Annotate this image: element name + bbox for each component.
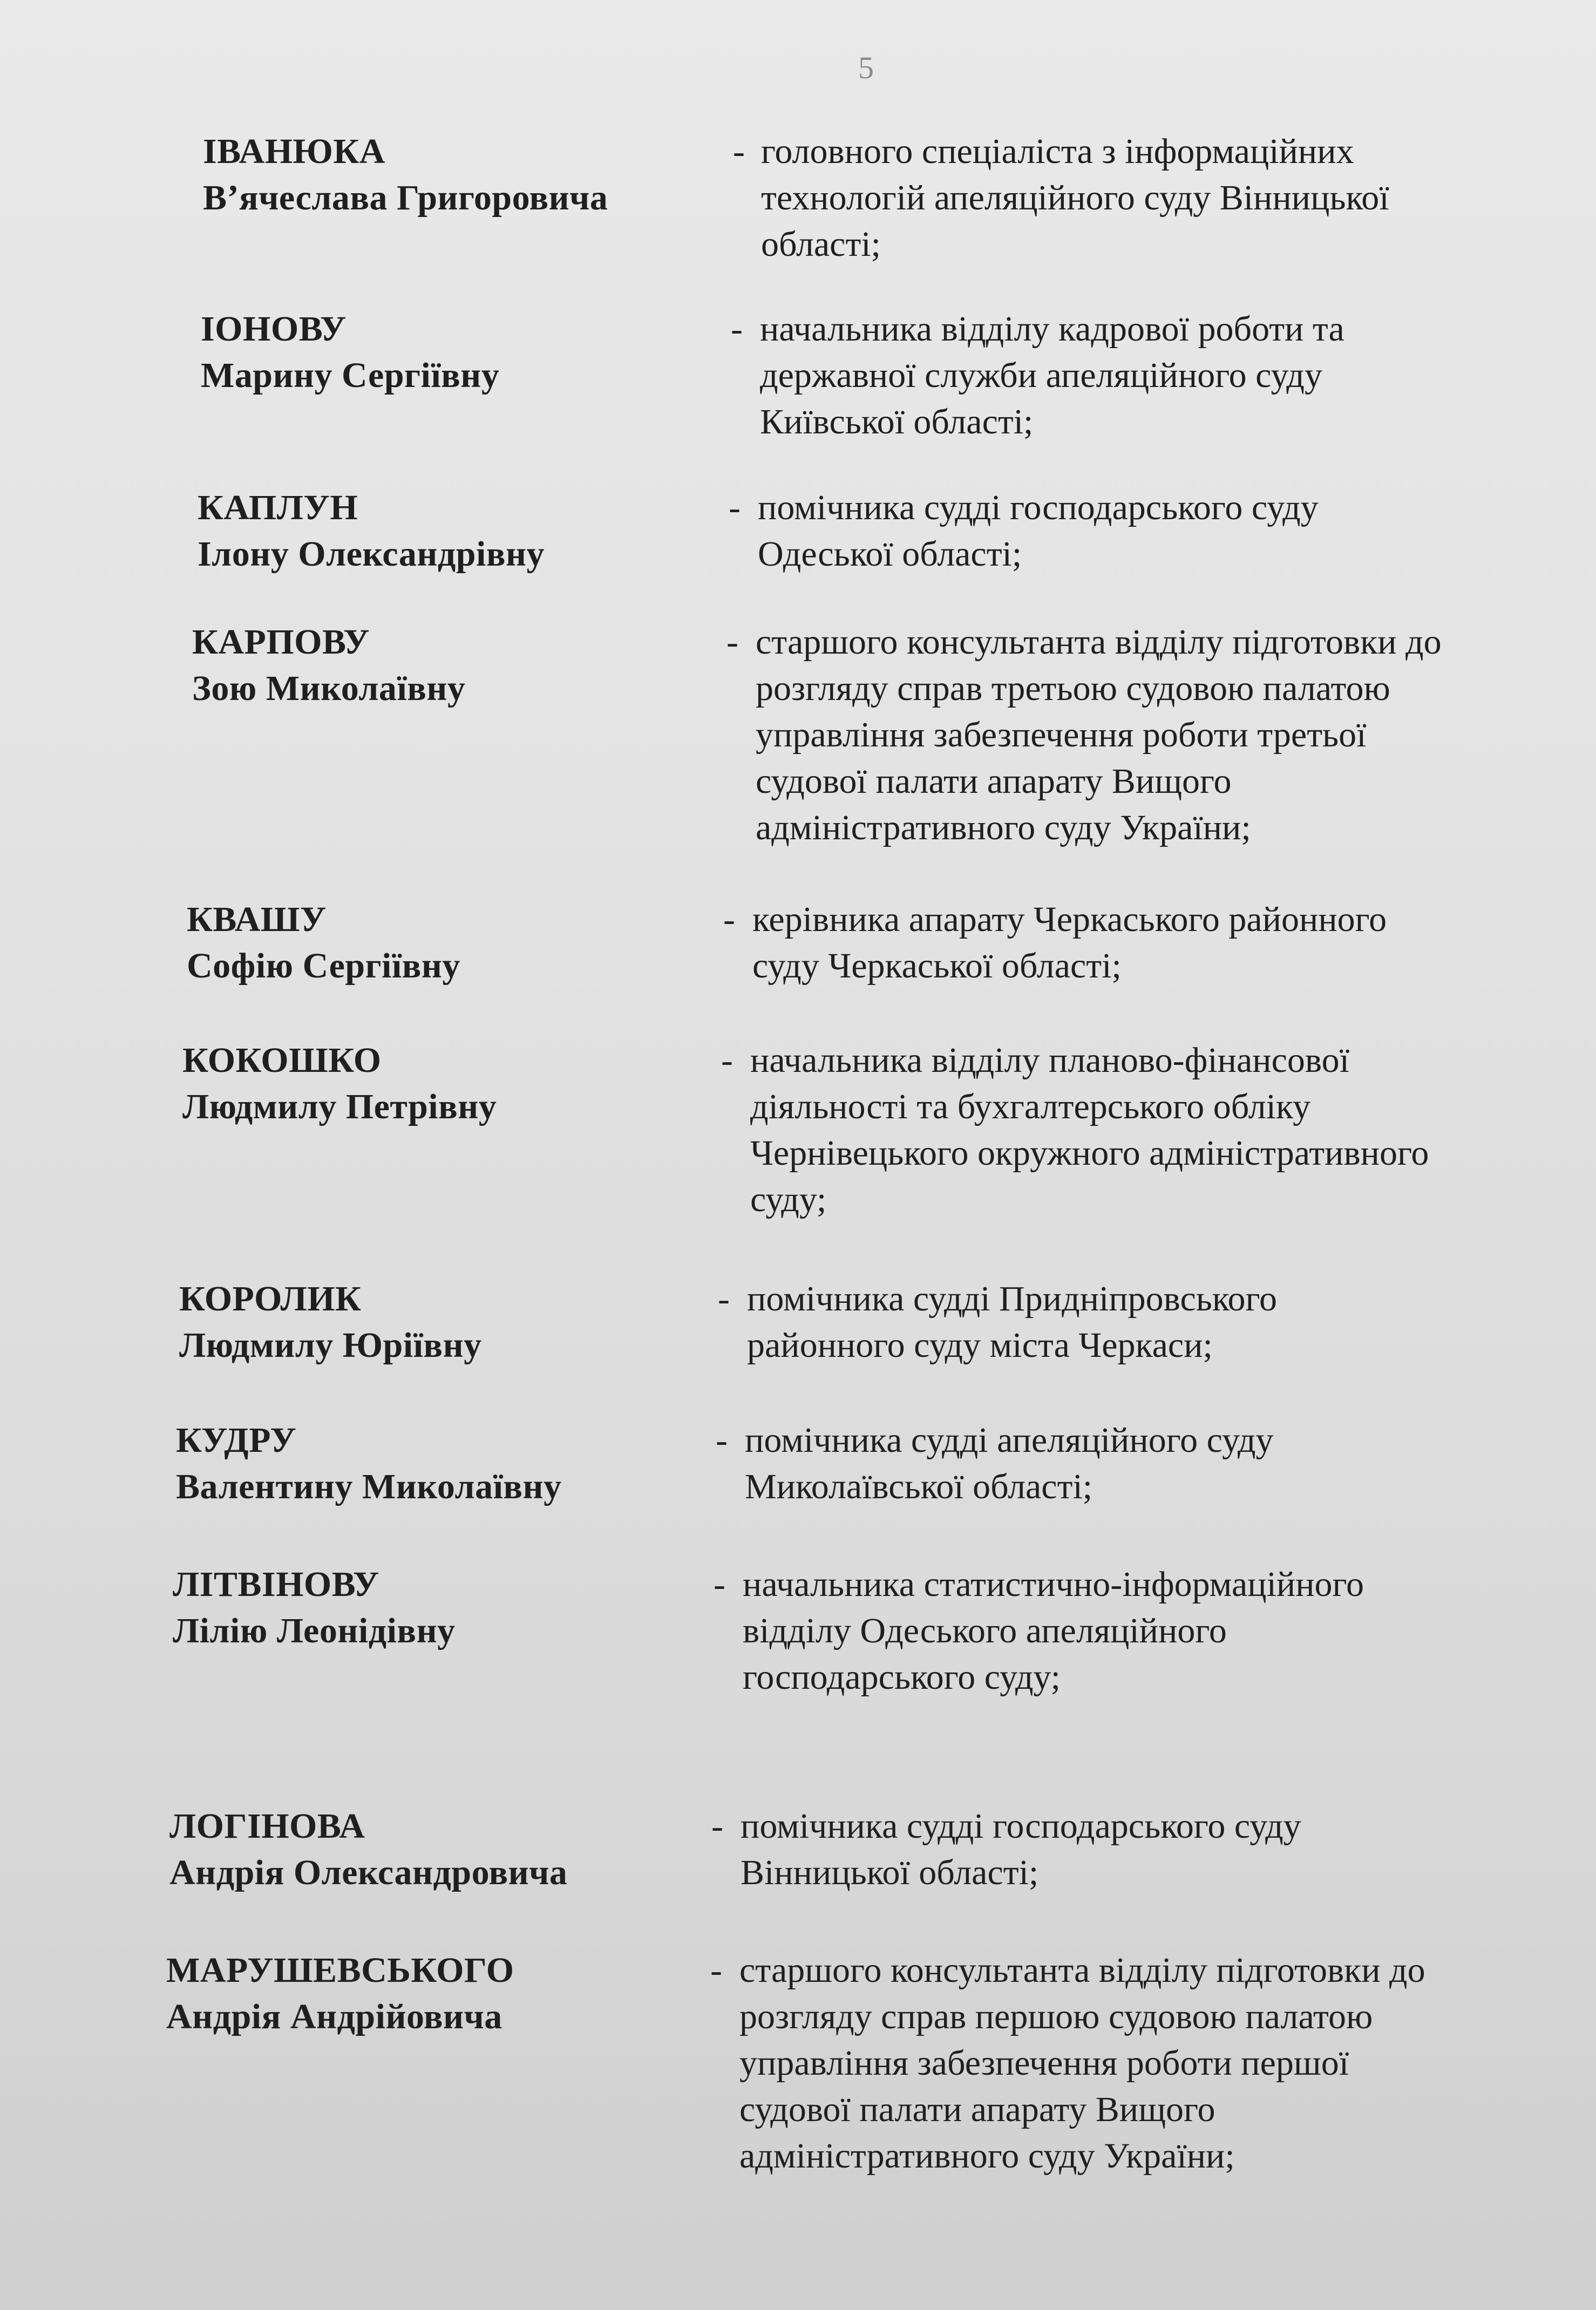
- position-line: державної служби апеляційного суду: [760, 356, 1322, 395]
- given-name: Андрія Олександровича: [169, 1853, 568, 1892]
- given-name: Софію Сергіївну: [187, 946, 460, 986]
- surname: ЛОГІНОВА: [169, 1806, 365, 1846]
- position-line: помічника судді Придніпровського: [747, 1279, 1277, 1319]
- dash: -: [729, 488, 741, 527]
- position-text: [739, 1947, 1425, 2179]
- position-line: помічника судді господарського суду: [758, 488, 1319, 527]
- position-line: суду;: [750, 1180, 827, 1219]
- person-name: [173, 1561, 456, 1654]
- position-line: керівника апарату Черкаського районного: [752, 900, 1387, 939]
- position-text: [752, 896, 1387, 989]
- surname: КУДРУ: [176, 1421, 297, 1460]
- position-line: головного спеціаліста з інформаційних: [761, 132, 1354, 171]
- dash: -: [733, 132, 745, 171]
- person-name: [192, 619, 465, 712]
- position-text: [741, 1803, 1301, 1896]
- position-line: помічника судді апеляційного суду: [745, 1421, 1274, 1460]
- position-line: господарського суду;: [743, 1657, 1061, 1697]
- position-text: [758, 485, 1319, 578]
- dash: -: [718, 1279, 730, 1319]
- dash: -: [711, 1806, 723, 1846]
- position-text: [761, 128, 1389, 268]
- surname: ІВАНЮКА: [203, 132, 385, 171]
- position-line: старшого консультанта відділу підготовки до: [739, 1951, 1425, 1990]
- position-line: Київської області;: [760, 402, 1034, 441]
- position-text: [747, 1276, 1277, 1369]
- person-name: [198, 485, 545, 578]
- surname: КОРОЛИК: [179, 1279, 362, 1319]
- position-line: начальника відділу кадрової роботи та: [760, 309, 1344, 349]
- position-text: [760, 306, 1344, 445]
- given-name: Людмилу Юріївну: [179, 1326, 482, 1365]
- surname: МАРУШЕВСЬКОГО: [166, 1951, 514, 1990]
- position-line: начальника відділу планово-фінансової: [750, 1041, 1349, 1080]
- position-line: начальника статистично-інформаційного: [743, 1565, 1364, 1604]
- dash: -: [716, 1421, 728, 1460]
- position-text: [756, 619, 1442, 851]
- position-text: [750, 1037, 1429, 1223]
- dash: -: [731, 309, 743, 349]
- position-line: технологій апеляційного суду Вінницької: [761, 178, 1389, 218]
- given-name: Лілію Леонідівну: [173, 1611, 456, 1650]
- surname: КАРПОВУ: [192, 622, 370, 662]
- position-line: помічника судді господарського суду: [741, 1806, 1301, 1846]
- dash: -: [714, 1565, 725, 1604]
- surname: ЛІТВІНОВУ: [173, 1565, 379, 1604]
- position-line: управління забезпечення роботи третьої: [756, 715, 1367, 755]
- person-name: [203, 128, 608, 221]
- position-line: районного суду міста Черкаси;: [747, 1326, 1213, 1365]
- dash: -: [723, 900, 735, 939]
- dash: -: [710, 1951, 722, 1990]
- position-line: судової палати апарату Вищого: [739, 2090, 1215, 2129]
- position-line: розгляду справ першою судовою палатою: [739, 1997, 1373, 2036]
- surname: КОКОШКО: [182, 1041, 382, 1080]
- given-name: Людмилу Петрівну: [182, 1087, 497, 1126]
- position-line: суду Черкаської області;: [752, 946, 1122, 986]
- dash: -: [726, 622, 738, 662]
- position-line: адміністративного суду України;: [756, 808, 1251, 847]
- position-line: діяльності та бухгалтерського обліку: [750, 1087, 1311, 1126]
- person-name: [201, 306, 499, 399]
- position-line: Чернівецького окружного адміністративного: [750, 1133, 1429, 1173]
- position-text: [743, 1561, 1364, 1701]
- surname: ІОНОВУ: [201, 309, 347, 349]
- person-name: [176, 1417, 562, 1510]
- person-name: [187, 896, 460, 989]
- position-line: розгляду справ третьою судовою палатою: [756, 669, 1390, 708]
- given-name: Марину Сергіївну: [201, 356, 500, 395]
- surname: КАПЛУН: [198, 488, 358, 527]
- person-name: [166, 1947, 514, 2040]
- given-name: Зою Миколаївну: [192, 669, 466, 708]
- given-name: В’ячеслава Григоровича: [203, 178, 608, 218]
- position-line: відділу Одеського апеляційного: [743, 1611, 1227, 1650]
- person-name: [179, 1276, 482, 1369]
- surname: КВАШУ: [187, 900, 327, 939]
- given-name: Валентину Миколаївну: [176, 1467, 562, 1506]
- page-number: 5: [858, 50, 874, 85]
- given-name: Андрія Андрійовича: [166, 1997, 502, 2036]
- position-text: [745, 1417, 1274, 1510]
- position-line: судової палати апарату Вищого: [756, 762, 1232, 801]
- position-line: Одеської області;: [758, 534, 1022, 574]
- position-line: управління забезпечення роботи першої: [739, 2043, 1349, 2083]
- position-line: Вінницької області;: [741, 1853, 1039, 1892]
- position-line: старшого консультанта відділу підготовки до: [756, 622, 1442, 662]
- position-line: Миколаївської області;: [745, 1467, 1093, 1506]
- position-line: адміністративного суду України;: [739, 2136, 1235, 2176]
- given-name: Ілону Олександрівну: [198, 534, 545, 574]
- person-name: [169, 1803, 567, 1896]
- dash: -: [721, 1041, 733, 1080]
- position-line: області;: [761, 225, 881, 264]
- person-name: [182, 1037, 497, 1130]
